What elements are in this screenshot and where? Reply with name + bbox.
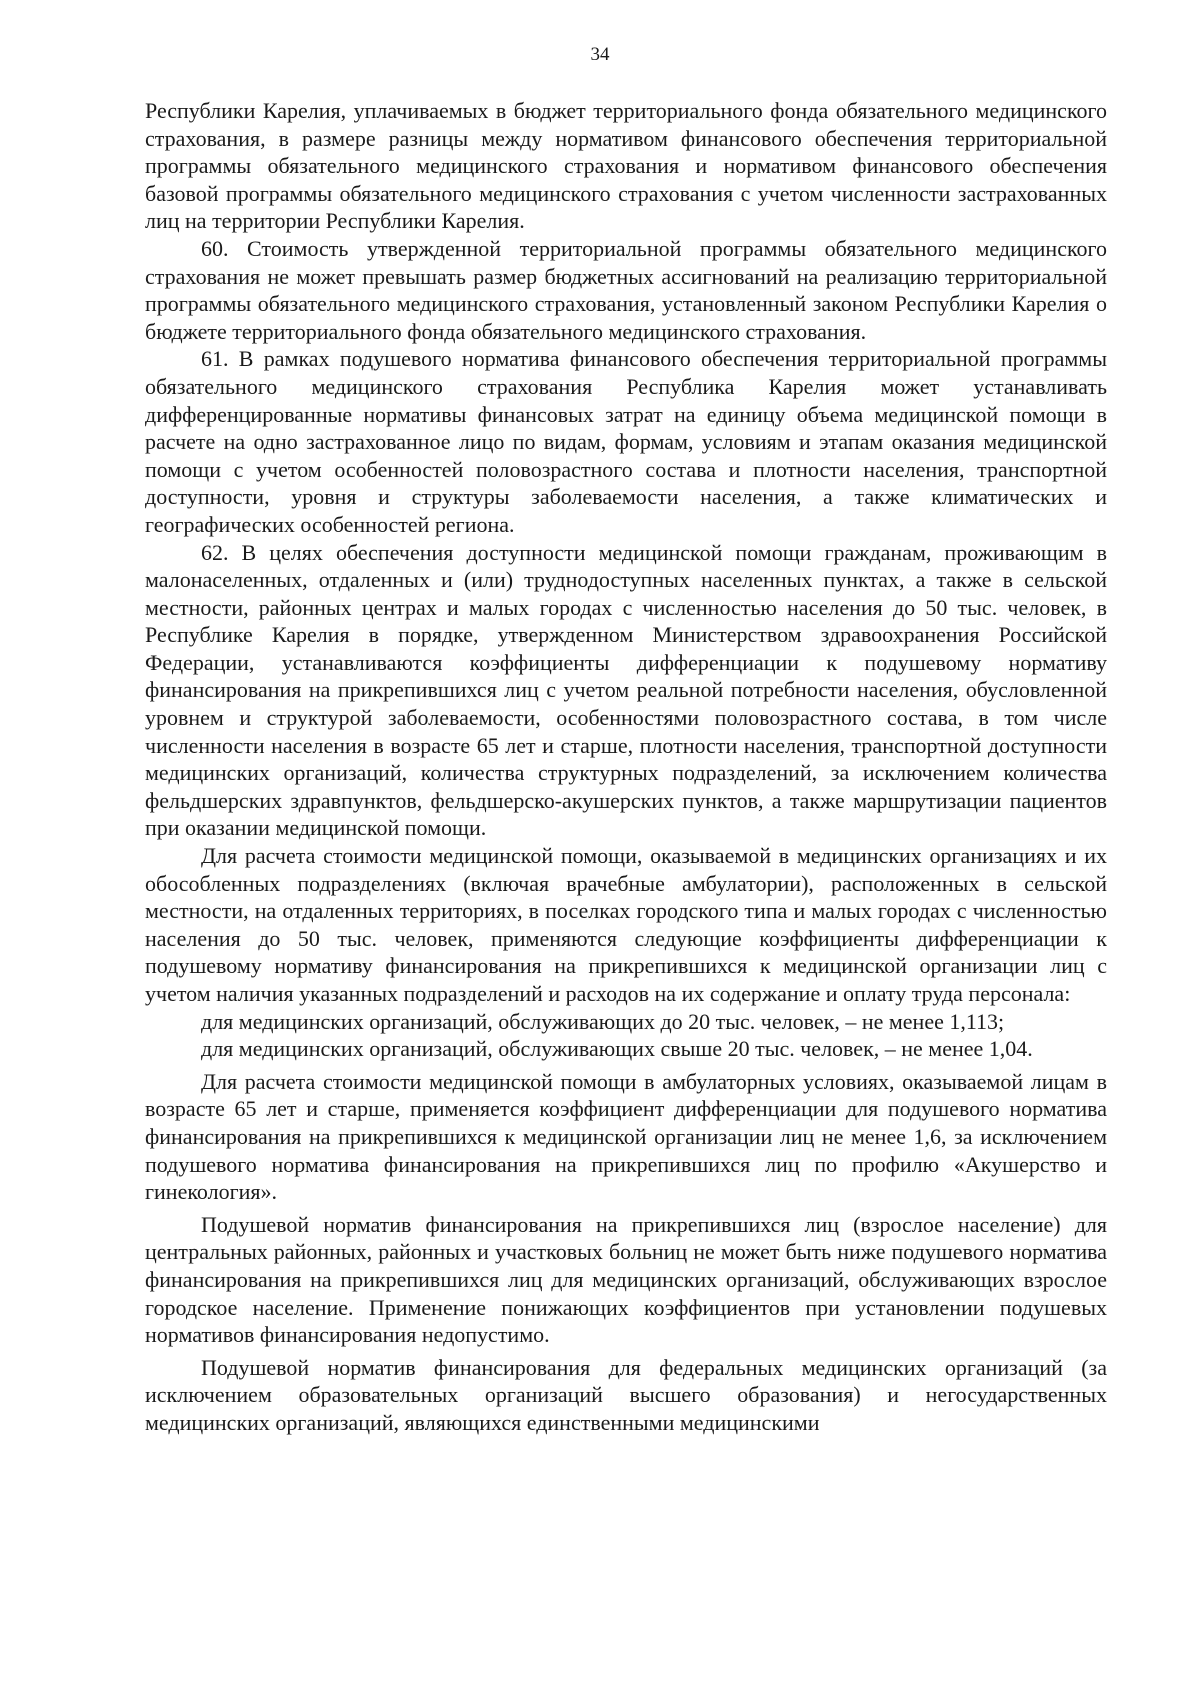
- paragraph-up-to-20k: для медицинских организаций, обслуживающих до 20 тыс. человек, – не менее 1,113;: [201, 1008, 1005, 1034]
- paragraph-61: 61. В рамках подушевого норматива финансового обеспечения территориальной программы обязательного медицинского страхования Республика Карелия может устанавливать дифференцированные нормативы финансовых затрат на единицу объема медицинской помощи в расчете на одно застрахованное лицо по видам, формам, условиям и этапам оказания медицинской помощи с учетом особенностей половозрастного состава и плотности населения, транспортной доступности, уровня и структуры заболеваемости населения, а также климатических и географических особенностей региона.: [145, 346, 1107, 537]
- paragraph-over-20k: для медицинских организаций, обслуживающих свыше 20 тыс. человек, – не менее 1,04.: [201, 1036, 1033, 1062]
- paragraph-per-capita-adult: Подушевой норматив финансирования на прикрепившихся лиц (взрослое население) для центральных районных, районных и участковых больниц не может быть ниже подушевого норматива финансирования на прикрепившихся лиц для медицинских организаций, обслуживающих взрослое городское население. Применение понижающих коэффициентов при установлении подушевых нормативов финансирования недопустимо.: [145, 1211, 1107, 1348]
- page-number: 34: [590, 44, 610, 65]
- paragraph-federal-organizations: Подушевой норматив финансирования для федеральных медицинских организаций (за исключением образовательных организаций высшего образования) и негосударственных медицинских организаций, являющихся единственными медицинскими: [145, 1354, 1107, 1435]
- paragraph-62: 62. В целях обеспечения доступности медицинской помощи гражданам, проживающим в малонаселенных, отдаленных и (или) труднодоступных населенных пунктах, а также в сельской местности, районных центрах и малых городах с численностью населения до 50 тыс. человек, в Республике Карелия в порядке, утвержденном Министерством здравоохранения Российской Федерации, устанавливаются коэффициенты дифференциации к подушевому нормативу финансирования на прикрепившихся лиц с учетом реальной потребности населения, обусловленной уровнем и структурой заболеваемости, особенностями половозрастного состава, в том числе численности населения в возрасте 65 лет и старше, плотности населения, транспортной доступности медицинских организаций, количества структурных подразделений, за исключением количества фельдшерских здравпунктов, фельдшерско-акушерских пунктов, а также маршрутизации пациентов при оказании медицинской помощи.: [145, 539, 1107, 841]
- paragraph-rural-coefficients: Для расчета стоимости медицинской помощи, оказываемой в медицинских организациях и их обособленных подразделениях (включая врачебные амбулатории), расположенных в сельской местности, на отдаленных территориях, в поселках городского типа и малых городах с численностью населения до 50 тыс. человек, применяются следующие коэффициенты дифференциации к подушевому нормативу финансирования на прикрепившихся к медицинской организации лиц с учетом наличия указанных подразделений и расходов на их содержание и оплату труда персонала:: [145, 843, 1107, 1006]
- paragraph-continuation: Республики Карелия, уплачиваемых в бюджет территориального фонда обязательного медицинского страхования, в размере разницы между нормативом финансового обеспечения территориальной программы обязательного медицинского страхования и нормативом финансового обеспечения базовой программы обязательного медицинского страхования с учетом численности застрахованных лиц на территории Республики Карелия.: [145, 98, 1107, 234]
- paragraph-65-plus: Для расчета стоимости медицинской помощи в амбулаторных условиях, оказываемой лицам в возрасте 65 лет и старше, применяется коэффициент дифференциации для подушевого норматива финансирования на прикрепившихся к медицинской организации лиц не менее 1,6, за исключением подушевого норматива финансирования на прикрепившихся лиц по профилю «Акушерство и гинекология».: [145, 1068, 1107, 1205]
- document-body: [145, 97, 1107, 1437]
- paragraph-60: 60. Стоимость утвержденной территориальной программы обязательного медицинского страхования не может превышать размер бюджетных ассигнований на реализацию территориальной программы обязательного медицинского страхования, установленный законом Республики Карелия о бюджете территориального фонда обязательного медицинского страхования.: [145, 235, 1107, 344]
